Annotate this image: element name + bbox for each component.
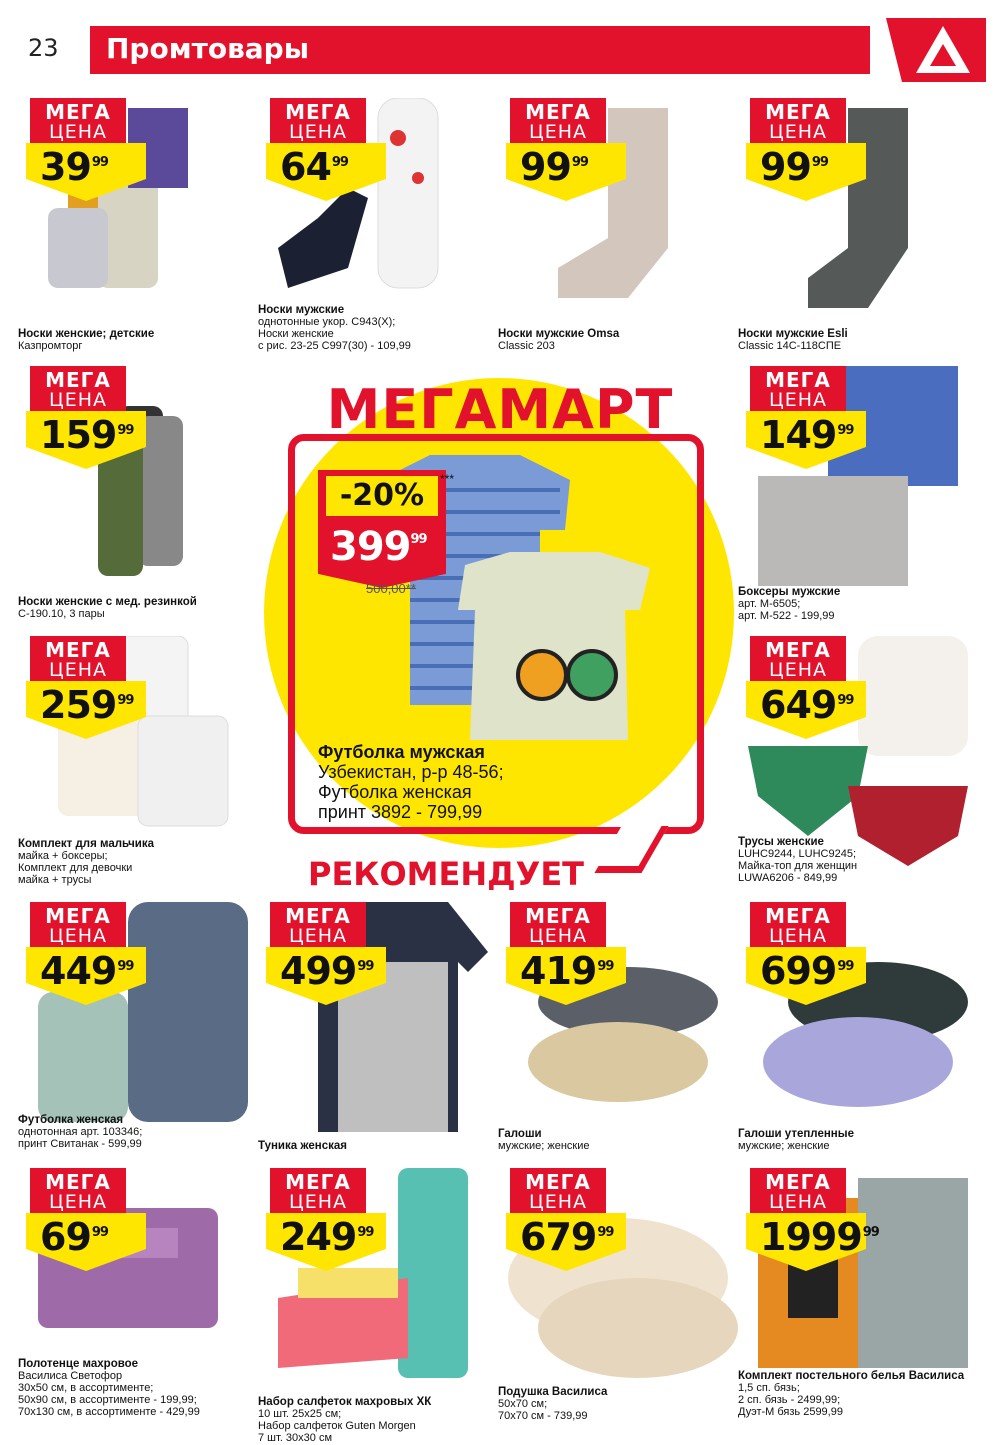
product-detail: с рис. 23-25 С997(30) - 109,99: [258, 340, 411, 352]
promo-subheading: РЕКОМЕНДУЕТ: [307, 855, 584, 893]
product-description: [18, 1358, 200, 1418]
badge-line2: ЦЕНА: [288, 1191, 348, 1213]
page-number: 23: [28, 34, 59, 62]
product-card: [258, 902, 498, 1162]
mega-price-badge: [30, 1168, 126, 1258]
product-price: 1999$^{99}$: [760, 1215, 879, 1259]
promo-line: принт 3892 - 799,99: [318, 802, 483, 822]
product-title: Туника женская: [258, 1140, 347, 1152]
product-detail: 70х130 см, в ассортименте - 429,99: [18, 1406, 200, 1418]
product-detail: однотонная арт. 103346;: [18, 1126, 143, 1138]
badge-line1: МЕГА: [765, 904, 831, 928]
product-price: $39^{99}$: [40, 145, 108, 189]
product-price: $419^{99}$: [520, 949, 614, 993]
badge-line1: МЕГА: [525, 904, 591, 928]
promo-title: Футболка мужская: [318, 742, 485, 762]
product-title: Подушка Василиса: [498, 1386, 608, 1398]
product-title: Галоши утепленные: [738, 1128, 854, 1140]
product-description: [18, 1114, 142, 1150]
product-card: [258, 98, 498, 358]
product-card: [18, 366, 258, 626]
product-detail: Казпромторг: [18, 340, 83, 352]
discount-badge: [318, 470, 455, 596]
product-description: [498, 1386, 607, 1422]
product-price: $249^{99}$: [280, 1215, 374, 1259]
product-price: $649^{99}$: [760, 683, 854, 727]
product-detail: Носки женские: [258, 328, 334, 340]
product-detail: майка + боксеры;: [18, 850, 108, 862]
mega-price-badge: [30, 98, 126, 188]
promo-heading: МЕГАМАРТ: [326, 378, 674, 441]
promo-price: $399^{99}$: [330, 524, 427, 570]
product-detail: LUWA6206 - 849,99: [738, 872, 838, 884]
product-title: Трусы женские: [738, 836, 824, 848]
promo-line: Футболка женская: [318, 782, 472, 802]
badge-line1: МЕГА: [45, 100, 111, 124]
mega-price-badge: [750, 366, 854, 457]
product-title: Носки мужские Omsa: [498, 328, 620, 340]
product-card: [258, 1168, 498, 1444]
mega-price-badge: [510, 902, 614, 993]
product-title: Носки женские; детские: [18, 328, 155, 340]
page-header: [0, 18, 1000, 80]
product-detail: 2 сп. бязь - 2499,99;: [738, 1394, 841, 1406]
badge-line2: ЦЕНА: [768, 659, 828, 681]
badge-line1: МЕГА: [285, 100, 351, 124]
old-price: 500,00**: [366, 581, 416, 596]
badge-line2: ЦЕНА: [768, 389, 828, 411]
product-card: [18, 636, 258, 896]
product-detail: 50х90 см, в ассортименте - 199,99;: [18, 1394, 197, 1406]
mega-price-badge: [510, 98, 606, 188]
svetofor-logo-icon: [886, 18, 986, 82]
product-card: [738, 902, 978, 1162]
mega-price-badge: [510, 1168, 614, 1259]
badge-line2: ЦЕНА: [48, 121, 108, 143]
page-title: Промтовары: [106, 32, 310, 65]
product-price: $99^{99}$: [760, 145, 828, 189]
product-title: Комплект постельного белья Василиса: [738, 1370, 965, 1382]
product-description: [258, 1140, 347, 1152]
product-title: Футболка женская: [18, 1114, 124, 1126]
product-price: $699^{99}$: [760, 949, 854, 993]
badge-line1: МЕГА: [525, 100, 591, 124]
product-detail: майка + трусы: [18, 874, 92, 886]
badge-line2: ЦЕНА: [768, 925, 828, 947]
badge-line1: МЕГА: [45, 1170, 111, 1194]
mega-price-badge: [30, 366, 134, 457]
product-description: [258, 1396, 431, 1444]
product-card: [18, 902, 258, 1162]
product-detail: С-190.10, 3 пары: [18, 608, 105, 620]
badge-line2: ЦЕНА: [528, 121, 588, 143]
product-card: [738, 1168, 978, 1428]
product-title: Носки мужские: [258, 304, 345, 316]
product-detail: Майка-топ для женщин: [738, 860, 858, 872]
product-title: Носки мужские Esli: [738, 328, 848, 340]
mega-price-badge: [750, 902, 854, 993]
badge-line2: ЦЕНА: [48, 1191, 108, 1213]
product-description: [738, 836, 857, 884]
badge-line1: МЕГА: [45, 904, 111, 928]
badge-line1: МЕГА: [765, 1170, 831, 1194]
badge-line1: МЕГА: [285, 1170, 351, 1194]
product-detail: LUHC9244, LUHC9245;: [738, 848, 857, 860]
product-detail: Classic 203: [498, 340, 555, 352]
product-card: [498, 1168, 738, 1428]
mega-price-badge: [270, 1168, 374, 1259]
product-title: Носки женские с мед. резинкой: [18, 596, 197, 608]
product-detail: арт. М-522 - 199,99: [738, 610, 835, 622]
product-detail: 7 шт. 30х30 см: [258, 1432, 333, 1444]
badge-line2: ЦЕНА: [768, 1191, 828, 1213]
product-price: $449^{99}$: [40, 949, 134, 993]
product-detail: арт. М-6505;: [738, 598, 801, 610]
product-price: $149^{99}$: [760, 413, 854, 457]
badge-line1: МЕГА: [285, 904, 351, 928]
discount-percent: -20%: [339, 478, 425, 513]
product-detail: 10 шт. 25х25 см;: [258, 1408, 342, 1420]
product-card: [498, 902, 738, 1162]
product-card: [18, 1168, 258, 1428]
product-detail: Classic 14С-118СПЕ: [738, 340, 842, 352]
product-description: [498, 1128, 589, 1152]
product-title: Боксеры мужские: [738, 586, 841, 598]
mega-price-badge: [30, 902, 134, 993]
product-detail: 70х70 см - 739,99: [498, 1410, 588, 1422]
product-card: [738, 366, 978, 626]
product-description: [738, 1370, 964, 1418]
product-description: [738, 1128, 854, 1152]
discount-stars: ***: [440, 472, 455, 486]
product-detail: 50х70 см;: [498, 1398, 548, 1410]
mega-price-badge: [30, 636, 134, 727]
badge-line1: МЕГА: [765, 100, 831, 124]
mega-price-badge: [750, 98, 846, 188]
title-band: [90, 26, 870, 74]
product-price: $679^{99}$: [520, 1215, 614, 1259]
badge-line2: ЦЕНА: [48, 925, 108, 947]
product-detail: 1,5 сп. бязь;: [738, 1382, 800, 1394]
product-description: [18, 596, 197, 620]
product-description: [18, 328, 154, 352]
product-title: Галоши: [498, 1128, 542, 1140]
promo-description: [318, 742, 504, 822]
badge-line1: МЕГА: [525, 1170, 591, 1194]
badge-line2: ЦЕНА: [528, 1191, 588, 1213]
mega-price-badge: [270, 98, 366, 188]
badge-line2: ЦЕНА: [288, 121, 348, 143]
product-card: [738, 98, 978, 358]
product-detail: однотонные укор. С943(Х);: [258, 316, 396, 328]
badge-line2: ЦЕНА: [48, 659, 108, 681]
product-price: $159^{99}$: [40, 413, 134, 457]
badge-line2: ЦЕНА: [48, 389, 108, 411]
product-detail: Василиса Светофор: [18, 1370, 123, 1382]
product-description: [258, 304, 411, 352]
product-title: Комплект для мальчика: [18, 838, 155, 850]
badge-line1: МЕГА: [765, 638, 831, 662]
product-title: Набор салфеток махровых ХК: [258, 1396, 432, 1408]
mega-price-badge: [270, 902, 374, 993]
product-detail: мужские; женские: [738, 1140, 830, 1152]
product-price: $499^{99}$: [280, 949, 374, 993]
product-detail: Комплект для девочки: [18, 862, 133, 874]
product-detail: принт Свитанак - 599,99: [18, 1138, 142, 1150]
badge-line1: МЕГА: [45, 638, 111, 662]
product-detail: Набор салфеток Guten Morgen: [258, 1420, 416, 1432]
product-price: $69^{99}$: [40, 1215, 108, 1259]
product-detail: Дуэт-М бязь 2599,99: [738, 1406, 843, 1418]
product-detail: мужские; женские: [498, 1140, 590, 1152]
badge-line1: МЕГА: [45, 368, 111, 392]
mega-price-badge: [750, 1168, 879, 1259]
mega-price-badge: [750, 636, 854, 727]
product-detail: 30х50 см, в ассортименте;: [18, 1382, 154, 1394]
badge-line2: ЦЕНА: [528, 925, 588, 947]
product-price: $99^{99}$: [520, 145, 588, 189]
product-description: [738, 586, 840, 622]
product-title: Полотенце махровое: [18, 1358, 139, 1370]
product-price: $64^{99}$: [280, 145, 348, 189]
product-description: [18, 838, 154, 886]
product-price: $259^{99}$: [40, 683, 134, 727]
product-card: [738, 636, 978, 896]
product-description: [738, 328, 848, 352]
product-card: [498, 98, 738, 358]
product-description: [498, 328, 619, 352]
badge-line2: ЦЕНА: [288, 925, 348, 947]
promo-line: Узбекистан, р-р 48-56;: [318, 762, 504, 782]
badge-line2: ЦЕНА: [768, 121, 828, 143]
product-card: [18, 98, 258, 358]
badge-line1: МЕГА: [765, 368, 831, 392]
